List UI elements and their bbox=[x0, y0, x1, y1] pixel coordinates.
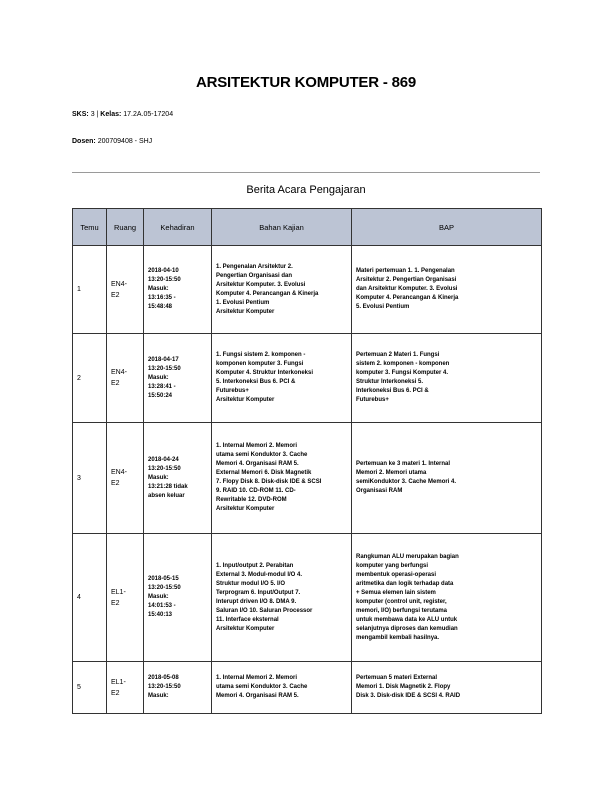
ruang-line: EL1- bbox=[111, 588, 126, 596]
kehadiran-line: 15:50:24 bbox=[148, 392, 173, 399]
bahan-line: utama semi Konduktor 3. Cache bbox=[216, 684, 308, 690]
bap-line: + Semua elemen lain sistem bbox=[356, 589, 436, 596]
kehadiran-line: absen keluar bbox=[148, 492, 185, 499]
bahan-line: Saluran I/O 10. Saluran Processor bbox=[216, 607, 313, 614]
bahan-line: External 3. Modul-modul I/O 4. bbox=[216, 571, 303, 578]
bahan-line: Komputer 4. Struktur Interkoneksi bbox=[216, 370, 314, 376]
course-meta-line bbox=[72, 111, 173, 118]
bap-line: komputer (control unit, register, bbox=[356, 598, 447, 605]
kehadiran-line: 15:48:48 bbox=[148, 304, 173, 310]
bap-table bbox=[72, 208, 542, 714]
ruang-line: E2 bbox=[111, 291, 120, 299]
bap-line: Memori 1. Disk Magnetik 2. Flopy bbox=[356, 684, 451, 690]
cell-bahan-kajian bbox=[212, 246, 352, 334]
kelas-label: Kelas: bbox=[100, 111, 122, 118]
ruang-line: EN4- bbox=[111, 280, 127, 288]
bahan-line: Arsitektur Komputer bbox=[216, 506, 275, 512]
bahan-line: 11. Interface eksternal bbox=[216, 616, 279, 623]
bahan-line: Pengertian Organisasi dan bbox=[216, 272, 293, 279]
bap-line: Disk 3. Disk-disk IDE & SCSI 4. RAID bbox=[356, 693, 461, 699]
ruang-line: E2 bbox=[111, 599, 120, 607]
kehadiran-line: Masuk: bbox=[148, 693, 169, 699]
bap-line: 5. Evolusi Pentium bbox=[356, 304, 410, 310]
table-row bbox=[73, 662, 542, 714]
cell-ruang bbox=[107, 246, 144, 334]
table-row bbox=[73, 246, 542, 334]
cell-bap bbox=[352, 534, 542, 662]
bahan-line: 1. Pengenalan Arsitektur 2. bbox=[216, 263, 293, 270]
cell-kehadiran bbox=[144, 246, 212, 334]
bap-line: untuk membawa data ke ALU untuk bbox=[356, 616, 458, 623]
cell-ruang bbox=[107, 423, 144, 534]
cell-kehadiran bbox=[144, 334, 212, 423]
bap-line: Futurebus+ bbox=[356, 397, 389, 403]
sks-label: SKS: bbox=[72, 111, 89, 118]
dosen-label: Dosen: bbox=[72, 138, 96, 145]
header-bahan-kajian: Bahan Kajian bbox=[212, 209, 352, 246]
dosen-value: 200709408 - SHJ bbox=[97, 138, 153, 145]
table-row bbox=[73, 534, 542, 662]
cell-bahan-kajian bbox=[212, 334, 352, 423]
cell-ruang bbox=[107, 334, 144, 423]
kelas-value: 17.2A.05-17204 bbox=[123, 111, 174, 118]
bap-line: Materi pertemuan 1. 1. Pengenalan bbox=[356, 268, 455, 274]
cell-bahan-kajian bbox=[212, 534, 352, 662]
table-row bbox=[73, 423, 542, 534]
ruang-line: EN4- bbox=[111, 469, 127, 476]
cell-kehadiran bbox=[144, 662, 212, 714]
kehadiran-line: Masuk: bbox=[148, 286, 169, 292]
bahan-line: Struktur modul I/O 5. I/O bbox=[216, 580, 286, 587]
bahan-line: 1. Evolusi Pentium bbox=[216, 299, 270, 306]
bap-line: aritmetika dan logik terhadap data bbox=[356, 580, 454, 587]
bap-line: mengambil kembali hasilnya. bbox=[356, 634, 440, 641]
bap-line: memori, I/O) berfungsi terutama bbox=[356, 607, 448, 614]
kehadiran-line: 2018-05-15 bbox=[148, 576, 179, 582]
kehadiran-line: 13:20-15:50 bbox=[148, 365, 181, 372]
kehadiran-line: 2018-05-08 bbox=[148, 675, 179, 681]
kehadiran-line: 2018-04-10 bbox=[148, 268, 179, 274]
bahan-line: utama semi Konduktor 3. Cache bbox=[216, 452, 308, 458]
ruang-line: EN4- bbox=[111, 369, 127, 376]
bahan-line: Memori 4. Organisasi RAM 5. bbox=[216, 461, 299, 467]
ruang-line: E2 bbox=[111, 480, 120, 487]
cell-temu: 1 bbox=[73, 246, 107, 334]
kehadiran-line: 14:01:53 - bbox=[148, 603, 176, 609]
bap-line: Pertemuan 2 Materi 1. Fungsi bbox=[356, 352, 440, 358]
kehadiran-line: 13:20-15:50 bbox=[148, 465, 181, 472]
bap-line: Pertemuan 5 materi External bbox=[356, 675, 438, 681]
header-temu: Temu bbox=[73, 209, 107, 246]
bap-line: semiKonduktor 3. Cache Memori 4. bbox=[356, 479, 457, 485]
bahan-line: 7. Flopy Disk 8. Disk-disk IDE & SCSI bbox=[216, 479, 322, 485]
course-title: ARSITEKTUR KOMPUTER - 869 bbox=[195, 74, 417, 91]
kehadiran-line: 13:20-15:50 bbox=[148, 684, 181, 690]
bap-line: komputer yang berfungsi bbox=[356, 562, 429, 569]
kehadiran-line: 13:20-15:50 bbox=[148, 585, 181, 591]
bahan-line: Arsitektur Komputer bbox=[216, 625, 275, 632]
kehadiran-line: 13:21:28 tidak bbox=[148, 483, 188, 490]
cell-ruang bbox=[107, 662, 144, 714]
bap-line: Komputer 4. Perancangan & Kinerja bbox=[356, 295, 459, 301]
kehadiran-line: Masuk: bbox=[148, 594, 169, 600]
cell-temu: 3 bbox=[73, 423, 107, 534]
kehadiran-line: 13:16:35 - bbox=[148, 295, 176, 301]
cell-kehadiran bbox=[144, 534, 212, 662]
bahan-line: komponen komputer 3. Fungsi bbox=[216, 361, 304, 367]
cell-bap bbox=[352, 334, 542, 423]
kehadiran-line: Masuk: bbox=[148, 374, 169, 381]
kehadiran-line: 2018-04-17 bbox=[148, 356, 179, 363]
bap-line: komputer 3. Fungsi Komputer 4. bbox=[356, 370, 449, 376]
kehadiran-line: 13:28:41 - bbox=[148, 383, 176, 390]
cell-temu: 4 bbox=[73, 534, 107, 662]
bahan-line: Memori 4. Organisasi RAM 5. bbox=[216, 693, 299, 699]
bap-line: selanjutnya diproses dan kemudian bbox=[356, 625, 458, 632]
cell-bap bbox=[352, 662, 542, 714]
bahan-line: 1. Fungsi sistem 2. komponen - bbox=[216, 352, 306, 358]
bap-line: Memori 2. Memori utama bbox=[356, 470, 427, 476]
header-ruang: Ruang bbox=[107, 209, 144, 246]
bap-line: dan Arsitektur Komputer. 3. Evolusi bbox=[356, 286, 458, 292]
header-kehadiran: Kehadiran bbox=[144, 209, 212, 246]
kehadiran-line: 15:40:13 bbox=[148, 612, 173, 618]
bahan-line: 5. Interkoneksi Bus 6. PCI & bbox=[216, 379, 296, 385]
bahan-line: 1. Internal Memori 2. Memori bbox=[216, 443, 298, 449]
table-row bbox=[73, 334, 542, 423]
bap-line: membentuk operasi-operasi bbox=[356, 571, 437, 578]
bahan-line: Arsitektur Komputer. 3. Evolusi bbox=[216, 281, 306, 288]
divider bbox=[72, 172, 540, 173]
bahan-line: Arsitektur Komputer bbox=[216, 397, 275, 403]
bahan-line: Interupt driven I/O 8. DMA 9. bbox=[216, 598, 297, 605]
ruang-line: E2 bbox=[111, 380, 120, 387]
bahan-line: 1. Internal Memori 2. Memori bbox=[216, 675, 298, 681]
bap-line: sistem 2. komponen - komponen bbox=[356, 361, 450, 367]
kehadiran-line: 13:20-15:50 bbox=[148, 277, 181, 283]
bahan-line: Terprogram 6. Input/Output 7. bbox=[216, 589, 301, 596]
cell-temu: 2 bbox=[73, 334, 107, 423]
bahan-line: 9. RAID 10. CD-ROM 11. CD- bbox=[216, 488, 296, 494]
bahan-line: External Memori 6. Disk Magnetik bbox=[216, 470, 312, 476]
cell-bap bbox=[352, 423, 542, 534]
cell-bahan-kajian bbox=[212, 662, 352, 714]
sks-value: 3 | bbox=[90, 111, 101, 118]
bahan-line: 1. Input/output 2. Perabitan bbox=[216, 562, 294, 569]
bahan-line: Komputer 4. Perancangan & Kinerja bbox=[216, 290, 319, 297]
header-bap: BAP bbox=[352, 209, 542, 246]
kehadiran-line: 2018-04-24 bbox=[148, 456, 179, 463]
bahan-line: Rewritable 12. DVD-ROM bbox=[216, 497, 287, 503]
bap-line: Interkoneksi Bus 6. PCI & bbox=[356, 388, 429, 394]
cell-temu: 5 bbox=[73, 662, 107, 714]
section-title: Berita Acara Pengajaran bbox=[246, 184, 366, 196]
kehadiran-line: Masuk: bbox=[148, 474, 169, 481]
bap-line: Rangkuman ALU merupakan bagian bbox=[356, 553, 459, 560]
table-header-row bbox=[73, 209, 542, 246]
bap-line: Pertemuan ke 3 materi 1. Internal bbox=[356, 461, 451, 467]
bahan-line: Futurebus+ bbox=[216, 388, 249, 394]
cell-kehadiran bbox=[144, 423, 212, 534]
bahan-line: Arsitektur Komputer bbox=[216, 308, 275, 315]
ruang-line: EL1- bbox=[111, 678, 126, 686]
bap-line: Struktur Interkoneksi 5. bbox=[356, 379, 424, 385]
lecturer-line bbox=[72, 138, 152, 145]
bap-line: Organisasi RAM bbox=[356, 488, 403, 494]
ruang-line: E2 bbox=[111, 689, 120, 697]
cell-bap bbox=[352, 246, 542, 334]
bap-line: Arsitektur 2. Pengertian Organisasi bbox=[356, 277, 457, 283]
cell-bahan-kajian bbox=[212, 423, 352, 534]
cell-ruang bbox=[107, 534, 144, 662]
